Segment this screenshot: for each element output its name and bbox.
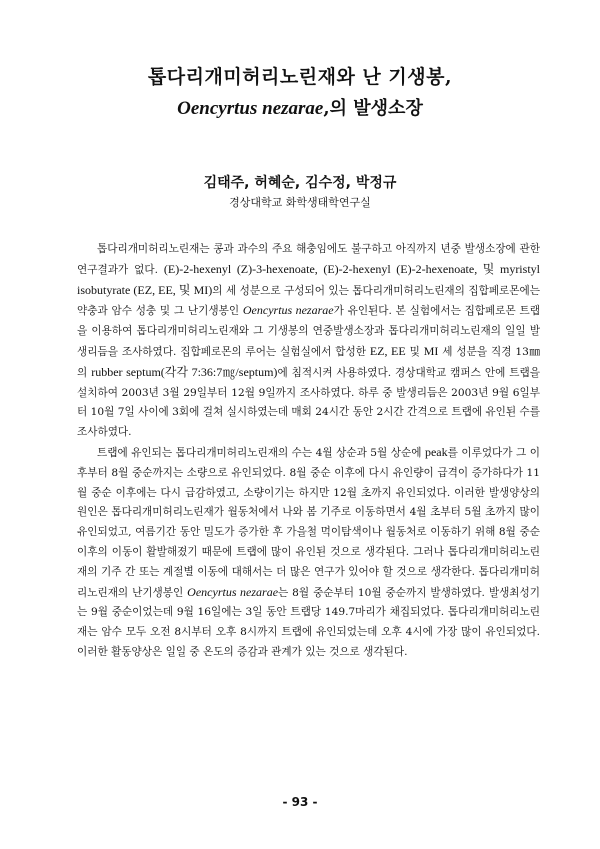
title-scientific-name: Oencyrtus nezarae	[177, 98, 324, 119]
affiliation: 경상대학교 화학생태학연구실	[229, 196, 371, 209]
p1-components-a: EZ, EE	[369, 343, 406, 358]
p1-compound-list: (E)-2-hexenyl (Z)-3-hexenoate, (E)-2-hexenyl (E)-2-hexenoate, 및 myristyl isobutyrate (EZ, EE, 및 MI)	[77, 261, 540, 297]
p2-peak-word: peak	[424, 444, 448, 459]
p2-text-2: 를 이루었다가 그 이후부터 8월 중순까지는 소량으로 유인되었다. 8월 중순 이후에 다시 유인량이 급격이 증가하다가 11월 중순 이후에는 다시 급감하였고, 소량이기는 하지만 12월 초까지 유인되었다. 이러한 발생양상의 원인은 톱다리개미허리노린재가 월동처에서 나와 봄 기주로 이동하면서 4월 초부터 5월 초까지 많이 유인되었고, 여름기간 동안 밀도가 증가한 후 가을철 먹이탐색이나 월동처로 이동하기 위해 8월 중순 이후의 이동이 활발해졌기 때문에 트랩에 많이 유인된 것으로 생각된다. 그러나 톱다리개미허리노린재의 기주 간 또는 계절별 이동에 대해서는 더 많은 연구가 있어야 할 것으로 생각한다. 톱다리개미허리노린재의 난기생봉인	[77, 446, 540, 599]
p1-text-1: 톱다리개미허리노린재는 콩과 과수의 주요 해충임에도 불구하고 아직까지 년중 발생소장에 관한 연구결과가 없다.	[77, 243, 540, 276]
paragraph-1	[77, 240, 540, 443]
p2-text-3: 는 8월 중순부터 10월 중순까지 발생하였다. 발생최성기는 9월 중순이었는데 9월 16일에는 3일 동안 트랩당 149.7마리가 채집되었다. 톱다리개미허리노린재는 암수 모두 오전 8시부터 오후 8시까지 트랩에 유인되었는데 오후 4시에 가장 많이 유인되었다. 이러한 활동양상은 일일 중 온도의 증감과 관계가 있는 것으로 생각된다.	[77, 586, 540, 658]
p1-text-3: 가 유인된다. 본 실험에서는 집합페로몬 트랩을 이용하여 톱다리개미허리노린재와 그 기생봉의 연중발생소장과 톱다리개미허리노린재의 일일 발생리듬을 조사하였다. 집합페로몬의 루어는 실험실에서 합성한	[77, 305, 540, 358]
p1-text-6: 에 침적시켜 사용하였다. 경상대학교 캠퍼스 안에 트랩을 설치하여 2003년 3월 29일부터 12월 9일까지 조사하였다. 하루 중 발생리듬은 2003년 9월 6일부터 10월 7일 사이에 3회에 걸쳐 실시하였는데 매회 24시간 동안 2시간 간격으로 트랩에 유인된 수를 조사하였다.	[77, 366, 540, 439]
page-number: - 93 -	[282, 795, 318, 809]
title-line-1: 톱다리개미허리노린재와 난 기생봉,	[147, 66, 453, 88]
p1-text-2: 의 세 성분으로 구성되어 있는 톱다리개미허리노린재의 집합페로몬에는 약충과 암수 성충 및 그 난기생봉인	[77, 284, 540, 318]
p2-species-name: Oencyrtus nezarae	[187, 584, 279, 599]
p1-septum-spec: rubber septum(각각 7:36:7㎎/septum)	[91, 364, 278, 379]
paper-title	[0, 64, 600, 122]
p1-text-5: 세 성분을 직경 13㎜의	[77, 345, 540, 379]
title-line-2	[0, 96, 600, 122]
p1-components-b: MI	[423, 343, 439, 358]
author-list: 김태주, 허혜순, 김수정, 박정규	[203, 175, 397, 191]
title-line-2-rest: ,의 발생소장	[323, 98, 423, 119]
p2-text-1: 트랩에 유인되는 톱다리개미허리노린재의 수는 4월 상순과 5월 상순에	[97, 446, 425, 459]
paragraph-2	[77, 443, 540, 663]
p1-text-4: 및	[405, 345, 424, 358]
abstract-body	[77, 240, 540, 663]
p1-species-name: Oencyrtus nezarae	[242, 303, 334, 318]
